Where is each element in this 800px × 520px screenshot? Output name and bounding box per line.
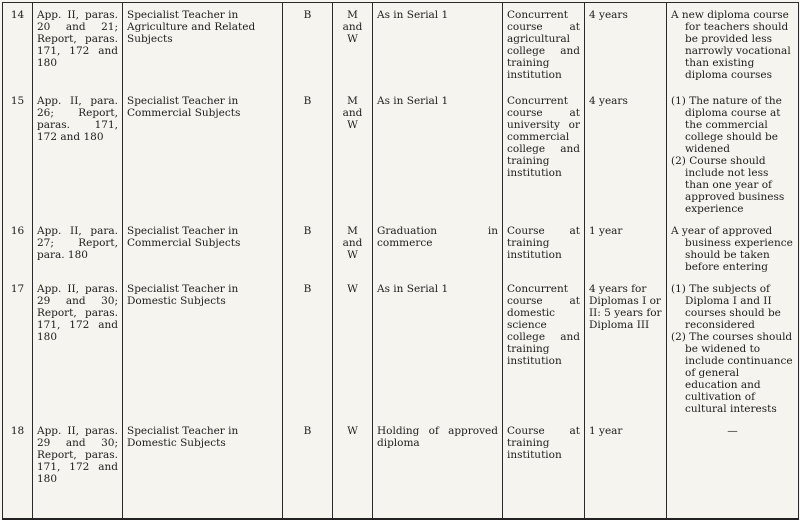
- sex-cell: M and W: [333, 3, 373, 89]
- teacher-type-cell: Specialist Teacher in Commercial Subjects: [123, 219, 283, 277]
- remarks-cell: [667, 277, 799, 419]
- category-cell: B: [283, 219, 333, 277]
- serial-number: 15: [3, 89, 33, 219]
- remark-item: —: [727, 424, 738, 437]
- table-row: [3, 219, 799, 277]
- reference-cell: App. II, para. 26; Report, paras. 171, 172 and 180: [33, 89, 123, 219]
- serial-number: 17: [3, 277, 33, 419]
- table-row: [3, 3, 799, 89]
- qualification-cell: Holding of approved diploma: [373, 419, 503, 519]
- serial-number: 16: [3, 219, 33, 277]
- reference-cell: App. II, paras. 20 and 21; Report, paras. 171, 172 and 180: [33, 3, 123, 89]
- duration-cell: 1 year: [585, 419, 667, 519]
- category-cell: B: [283, 277, 333, 419]
- remark-item: (2) The courses should be widened to include continuance of general education and cultivation of cultural interests: [671, 330, 793, 415]
- remarks-cell: [667, 3, 799, 89]
- remark-item: A year of approved business experience should be taken before entering: [671, 224, 793, 273]
- reference-cell: App. II, paras. 29 and 30; Report, paras. 171, 172 and 180: [33, 419, 123, 519]
- remark-item: (2) Course should include not less than one year of approved business experience: [671, 154, 785, 215]
- serial-number: 14: [3, 3, 33, 89]
- remarks-cell: [667, 419, 799, 519]
- table-row: [3, 89, 799, 219]
- reference-cell: App. II, paras. 29 and 30; Report, paras. 171, 172 and 180: [33, 277, 123, 419]
- serial-number: 18: [3, 419, 33, 519]
- table-row: [3, 277, 799, 419]
- remark-item: A new diploma course for teachers should be provided less narrowly vocational than existing diploma courses: [671, 9, 791, 81]
- method-cell: Course at training institution: [503, 419, 585, 519]
- duration-cell: 1 year: [585, 219, 667, 277]
- method-cell: Course at training institution: [503, 219, 585, 277]
- qualification-cell: Graduation in commerce: [373, 219, 503, 277]
- qualification-cell: As in Serial 1: [373, 277, 503, 419]
- qualification-cell: As in Serial 1: [373, 89, 503, 219]
- method-cell: Concurrent course at university or commercial college and training institution: [503, 89, 585, 219]
- sex-cell: W: [333, 277, 373, 419]
- duration-cell: 4 years for Diplomas I or II: 5 years for Diploma III: [585, 277, 667, 419]
- sex-cell: M and W: [333, 89, 373, 219]
- qualification-cell: As in Serial 1: [373, 3, 503, 89]
- table-row: [3, 419, 799, 519]
- training-courses-table: [2, 2, 799, 520]
- category-cell: B: [283, 89, 333, 219]
- remark-item: (1) The subjects of Diploma I and II courses should be reconsidered: [671, 282, 781, 331]
- remarks-cell: [667, 219, 799, 277]
- method-cell: Concurrent course at domestic science college and training institution: [503, 277, 585, 419]
- duration-cell: 4 years: [585, 89, 667, 219]
- teacher-type-cell: Specialist Teacher in Domestic Subjects: [123, 419, 283, 519]
- teacher-type-cell: Specialist Teacher in Commercial Subjects: [123, 89, 283, 219]
- remarks-cell: [667, 89, 799, 219]
- teacher-type-cell: Specialist Teacher in Agriculture and Related Subjects: [123, 3, 283, 89]
- method-cell: Concurrent course at agricultural college and training institution: [503, 3, 585, 89]
- duration-cell: 4 years: [585, 3, 667, 89]
- sex-cell: M and W: [333, 219, 373, 277]
- sex-cell: W: [333, 419, 373, 519]
- category-cell: B: [283, 3, 333, 89]
- reference-cell: App. II, para. 27; Report, para. 180: [33, 219, 123, 277]
- teacher-type-cell: Specialist Teacher in Domestic Subjects: [123, 277, 283, 419]
- category-cell: B: [283, 419, 333, 519]
- remark-item: (1) The nature of the diploma course at the commercial college should be widened: [671, 94, 782, 155]
